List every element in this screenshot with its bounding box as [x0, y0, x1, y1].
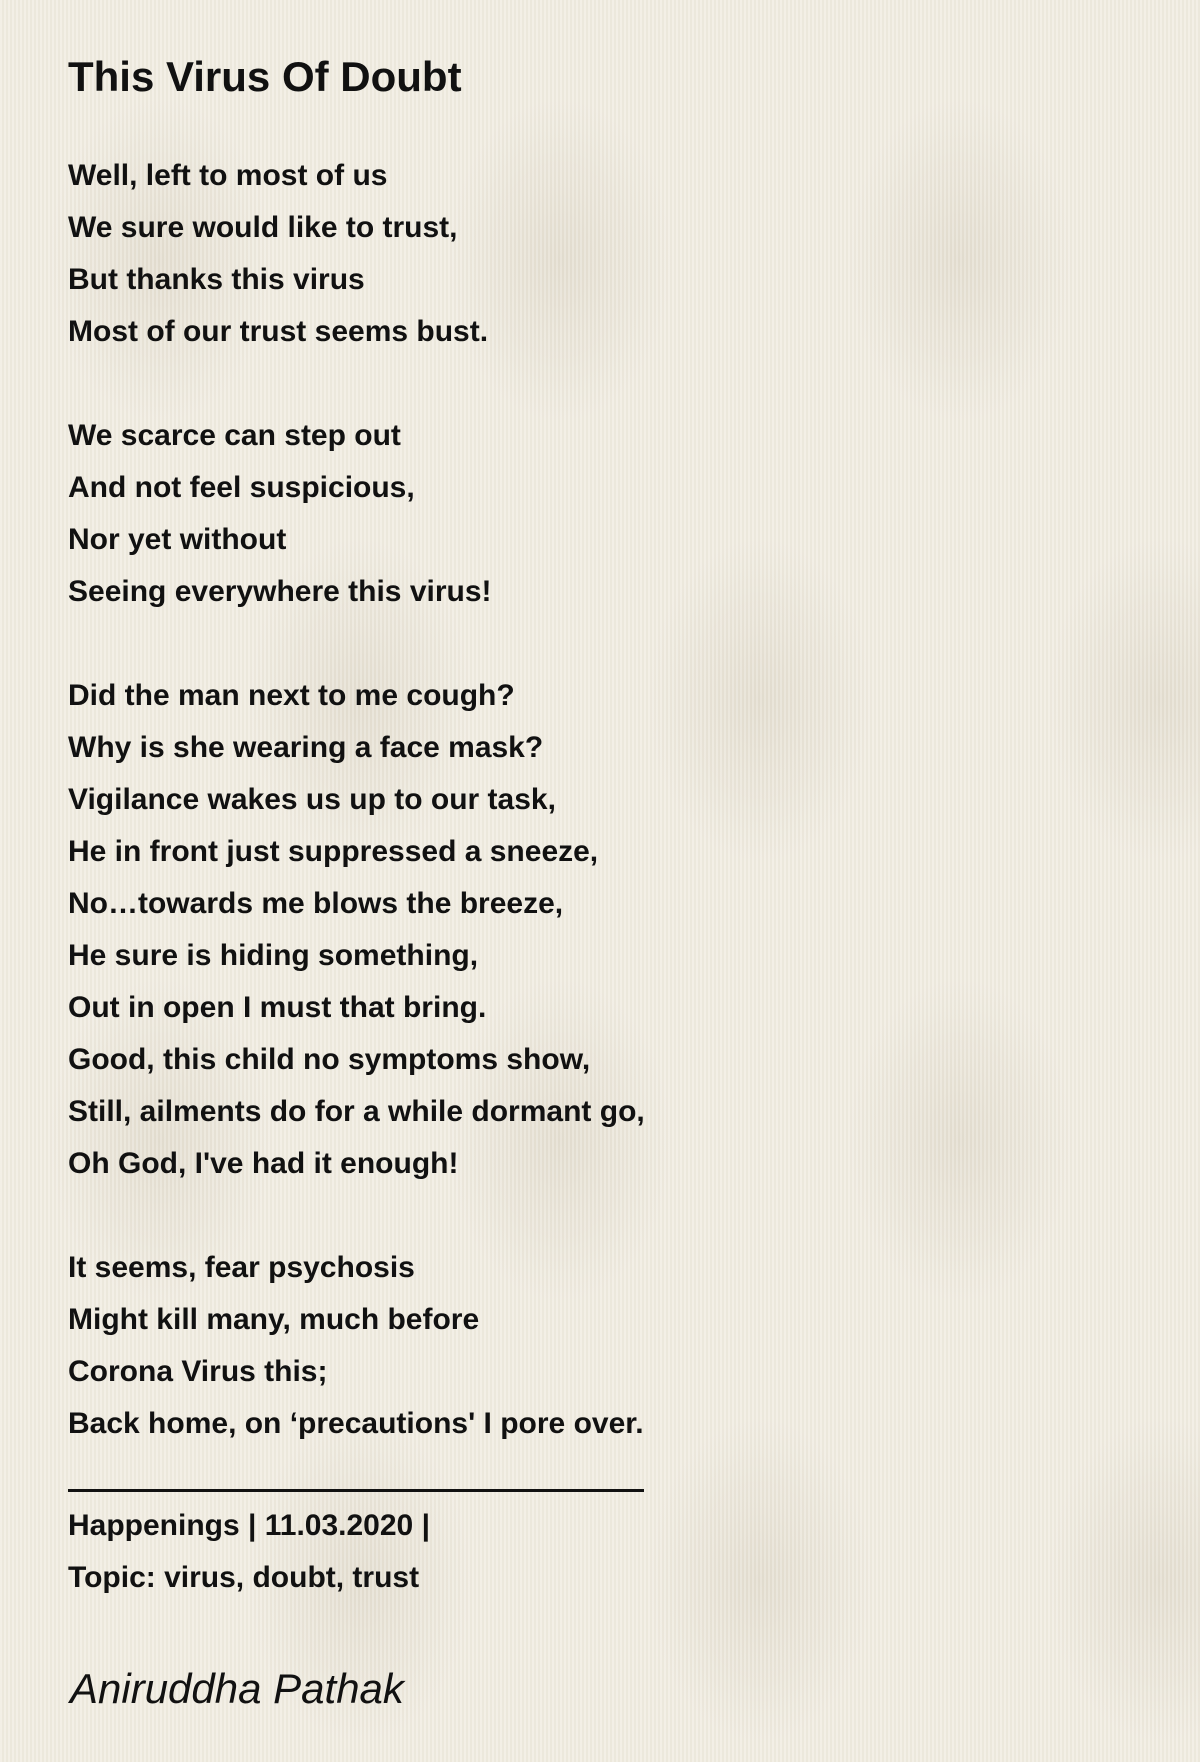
stanza-4	[68, 1242, 645, 1450]
poem-line: Why is she wearing a face mask?	[68, 731, 544, 764]
poem-line: Might kill many, much before	[68, 1303, 480, 1336]
poem-line: Back home, on ‘precautions' I pore over.	[68, 1407, 644, 1440]
poem-line: Out in open I must that bring.	[68, 991, 487, 1024]
poem-line: Most of our trust seems bust.	[68, 315, 489, 348]
poem-body	[68, 150, 645, 1502]
poem-topics: Topic: virus, doubt, trust	[68, 1561, 420, 1594]
poem-title: This Virus Of Doubt	[68, 53, 462, 100]
poem-line: We sure would like to trust,	[68, 211, 458, 244]
poem-line: He in front just suppressed a sneeze,	[68, 835, 599, 868]
poem-line: It seems, fear psychosis	[68, 1251, 415, 1284]
poem-meta	[68, 1500, 430, 1604]
poem-line: Good, this child no symptoms show,	[68, 1043, 591, 1076]
poem-line: He sure is hiding something,	[68, 939, 479, 972]
poem-line: Oh God, I've had it enough!	[68, 1147, 459, 1180]
poem-line: No…towards me blows the breeze,	[68, 887, 564, 920]
stanza-2	[68, 410, 645, 618]
poem-category-date: Happenings | 11.03.2020 |	[68, 1509, 430, 1542]
poem-line: But thanks this virus	[68, 263, 365, 296]
poem-line: Did the man next to me cough?	[68, 679, 515, 712]
stanza-1	[68, 150, 645, 358]
poem-line: Corona Virus this;	[68, 1355, 328, 1388]
poem-line: Nor yet without	[68, 523, 287, 556]
poem-line: Vigilance wakes us up to our task,	[68, 783, 556, 816]
stanza-3	[68, 670, 645, 1190]
poem-line: And not feel suspicious,	[68, 471, 415, 504]
divider	[68, 1489, 644, 1492]
author-name: Aniruddha Pathak	[70, 1665, 404, 1712]
poem-line: We scarce can step out	[68, 419, 401, 452]
poem-line: Still, ailments do for a while dormant go,	[68, 1095, 645, 1128]
poem-line: Seeing everywhere this virus!	[68, 575, 492, 608]
poem-line: Well, left to most of us	[68, 159, 388, 192]
